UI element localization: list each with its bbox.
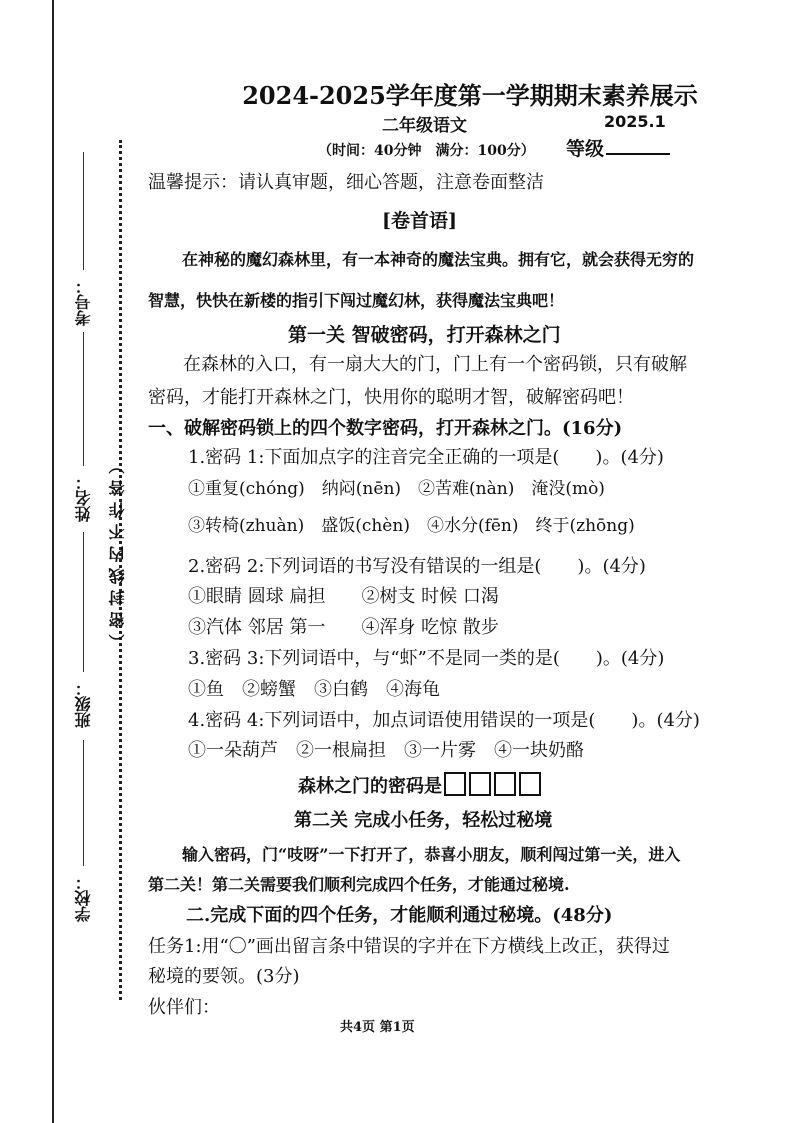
school-field[interactable] — [83, 740, 84, 866]
exam-date: 2025.1 — [604, 112, 666, 131]
exam-meta: （时间：40分钟 满分：100分） — [318, 143, 535, 159]
question-1-options-a: ①重复(chóng) 纳闷(nēn) ②苦难(nàn) 淹没(mò) — [188, 479, 605, 499]
student-id-field[interactable] — [83, 152, 84, 270]
exam-title: 2024-2025学年度第一学期期末素养展示 — [242, 81, 698, 110]
class-label: 班级： — [74, 680, 93, 728]
question-2-options-a: ①眼睛 圆球 扁担 ②树支 时候 口渴 — [188, 586, 499, 607]
task-1-line-1: 任务1:用“〇”画出留言条中错误的字并在下方横线上改正，获得过 — [148, 936, 670, 957]
grade-field — [566, 134, 670, 161]
class-field[interactable] — [83, 532, 84, 672]
question-3-options: ①鱼 ②螃蟹 ③白鹤 ④海龟 — [188, 679, 440, 700]
level2-heading: 第二关 完成小任务，轻松过秘境 — [294, 810, 553, 831]
password-box-1[interactable] — [444, 772, 466, 796]
password-box-3[interactable] — [494, 772, 516, 796]
level2-intro-2: 第二关！第二关需要我们顺利完成四个任务，才能通过秘境. — [148, 875, 570, 894]
student-id-label: 考号： — [74, 278, 93, 326]
password-row — [298, 772, 544, 801]
preface-line-1: 在神秘的魔幻森林里，有一本神奇的魔法宝典。拥有它，就会获得无穷的 — [182, 250, 695, 269]
password-box-4[interactable] — [519, 772, 541, 796]
password-boxes — [444, 772, 544, 801]
page-edge-line — [52, 0, 54, 1123]
question-4-options: ①一朵葫芦 ②一根扁担 ③一片雾 ④一块奶酪 — [188, 740, 584, 761]
note-greeting: 伙伴们： — [148, 997, 220, 1018]
page-number: 共4页 第1页 — [340, 1020, 415, 1035]
seal-notice: （密封线内不作答） — [108, 452, 127, 650]
section-2-heading: 二.完成下面的四个任务，才能顺利通过秘境。(48分) — [186, 905, 613, 926]
preface-heading: [卷首语] — [382, 210, 457, 232]
grade-label: 等级 — [566, 138, 605, 160]
grade-blank[interactable] — [606, 153, 670, 155]
level1-heading: 第一关 智破密码，打开森林之门 — [288, 324, 561, 346]
question-1: 1.密码 1:下面加点字的注音完全正确的一项是( )。(4分) — [188, 447, 664, 468]
question-4: 4.密码 4:下列词语中，加点词语使用错误的一项是( )。(4分) — [188, 710, 700, 731]
question-2-options-b: ③汽体 邻居 第一 ④浑身 吃惊 散步 — [188, 617, 499, 638]
tip-text: 温馨提示：请认真审题，细心答题，注意卷面整洁 — [148, 172, 544, 193]
level2-intro-1: 输入密码，门“吱呀”一下打开了，恭喜小朋友，顺利闯过第一关，进入 — [182, 845, 681, 864]
section-1-heading: 一、破解密码锁上的四个数字密码，打开森林之门。(16分) — [148, 418, 623, 439]
level1-intro-1: 在森林的入口，有一扇大大的门，门上有一个密码锁，只有破解 — [183, 354, 687, 375]
subject-label: 二年级语文 — [382, 116, 467, 136]
school-label: 学校： — [74, 874, 93, 922]
task-1-line-2: 秘境的要领。(3分) — [148, 966, 300, 987]
question-2: 2.密码 2:下列词语的书写没有错误的一组是( )。(4分) — [188, 556, 646, 577]
question-3: 3.密码 3:下列词语中，与“虾”不是同一类的是( )。(4分) — [188, 648, 665, 669]
name-label: 姓名： — [74, 474, 93, 522]
question-1-options-b: ③转椅(zhuàn) 盛饭(chèn) ④水分(fēn) 终于(zhōng) — [188, 516, 635, 536]
name-field[interactable] — [83, 332, 84, 466]
password-label: 森林之门的密码是 — [298, 776, 442, 797]
preface-line-2: 智慧，快快在新楼的指引下闯过魔幻林，获得魔法宝典吧！ — [148, 291, 565, 310]
level1-intro-2: 密码，才能打开森林之门，快用你的聪明才智，破解密码吧！ — [148, 387, 634, 408]
password-box-2[interactable] — [469, 772, 491, 796]
